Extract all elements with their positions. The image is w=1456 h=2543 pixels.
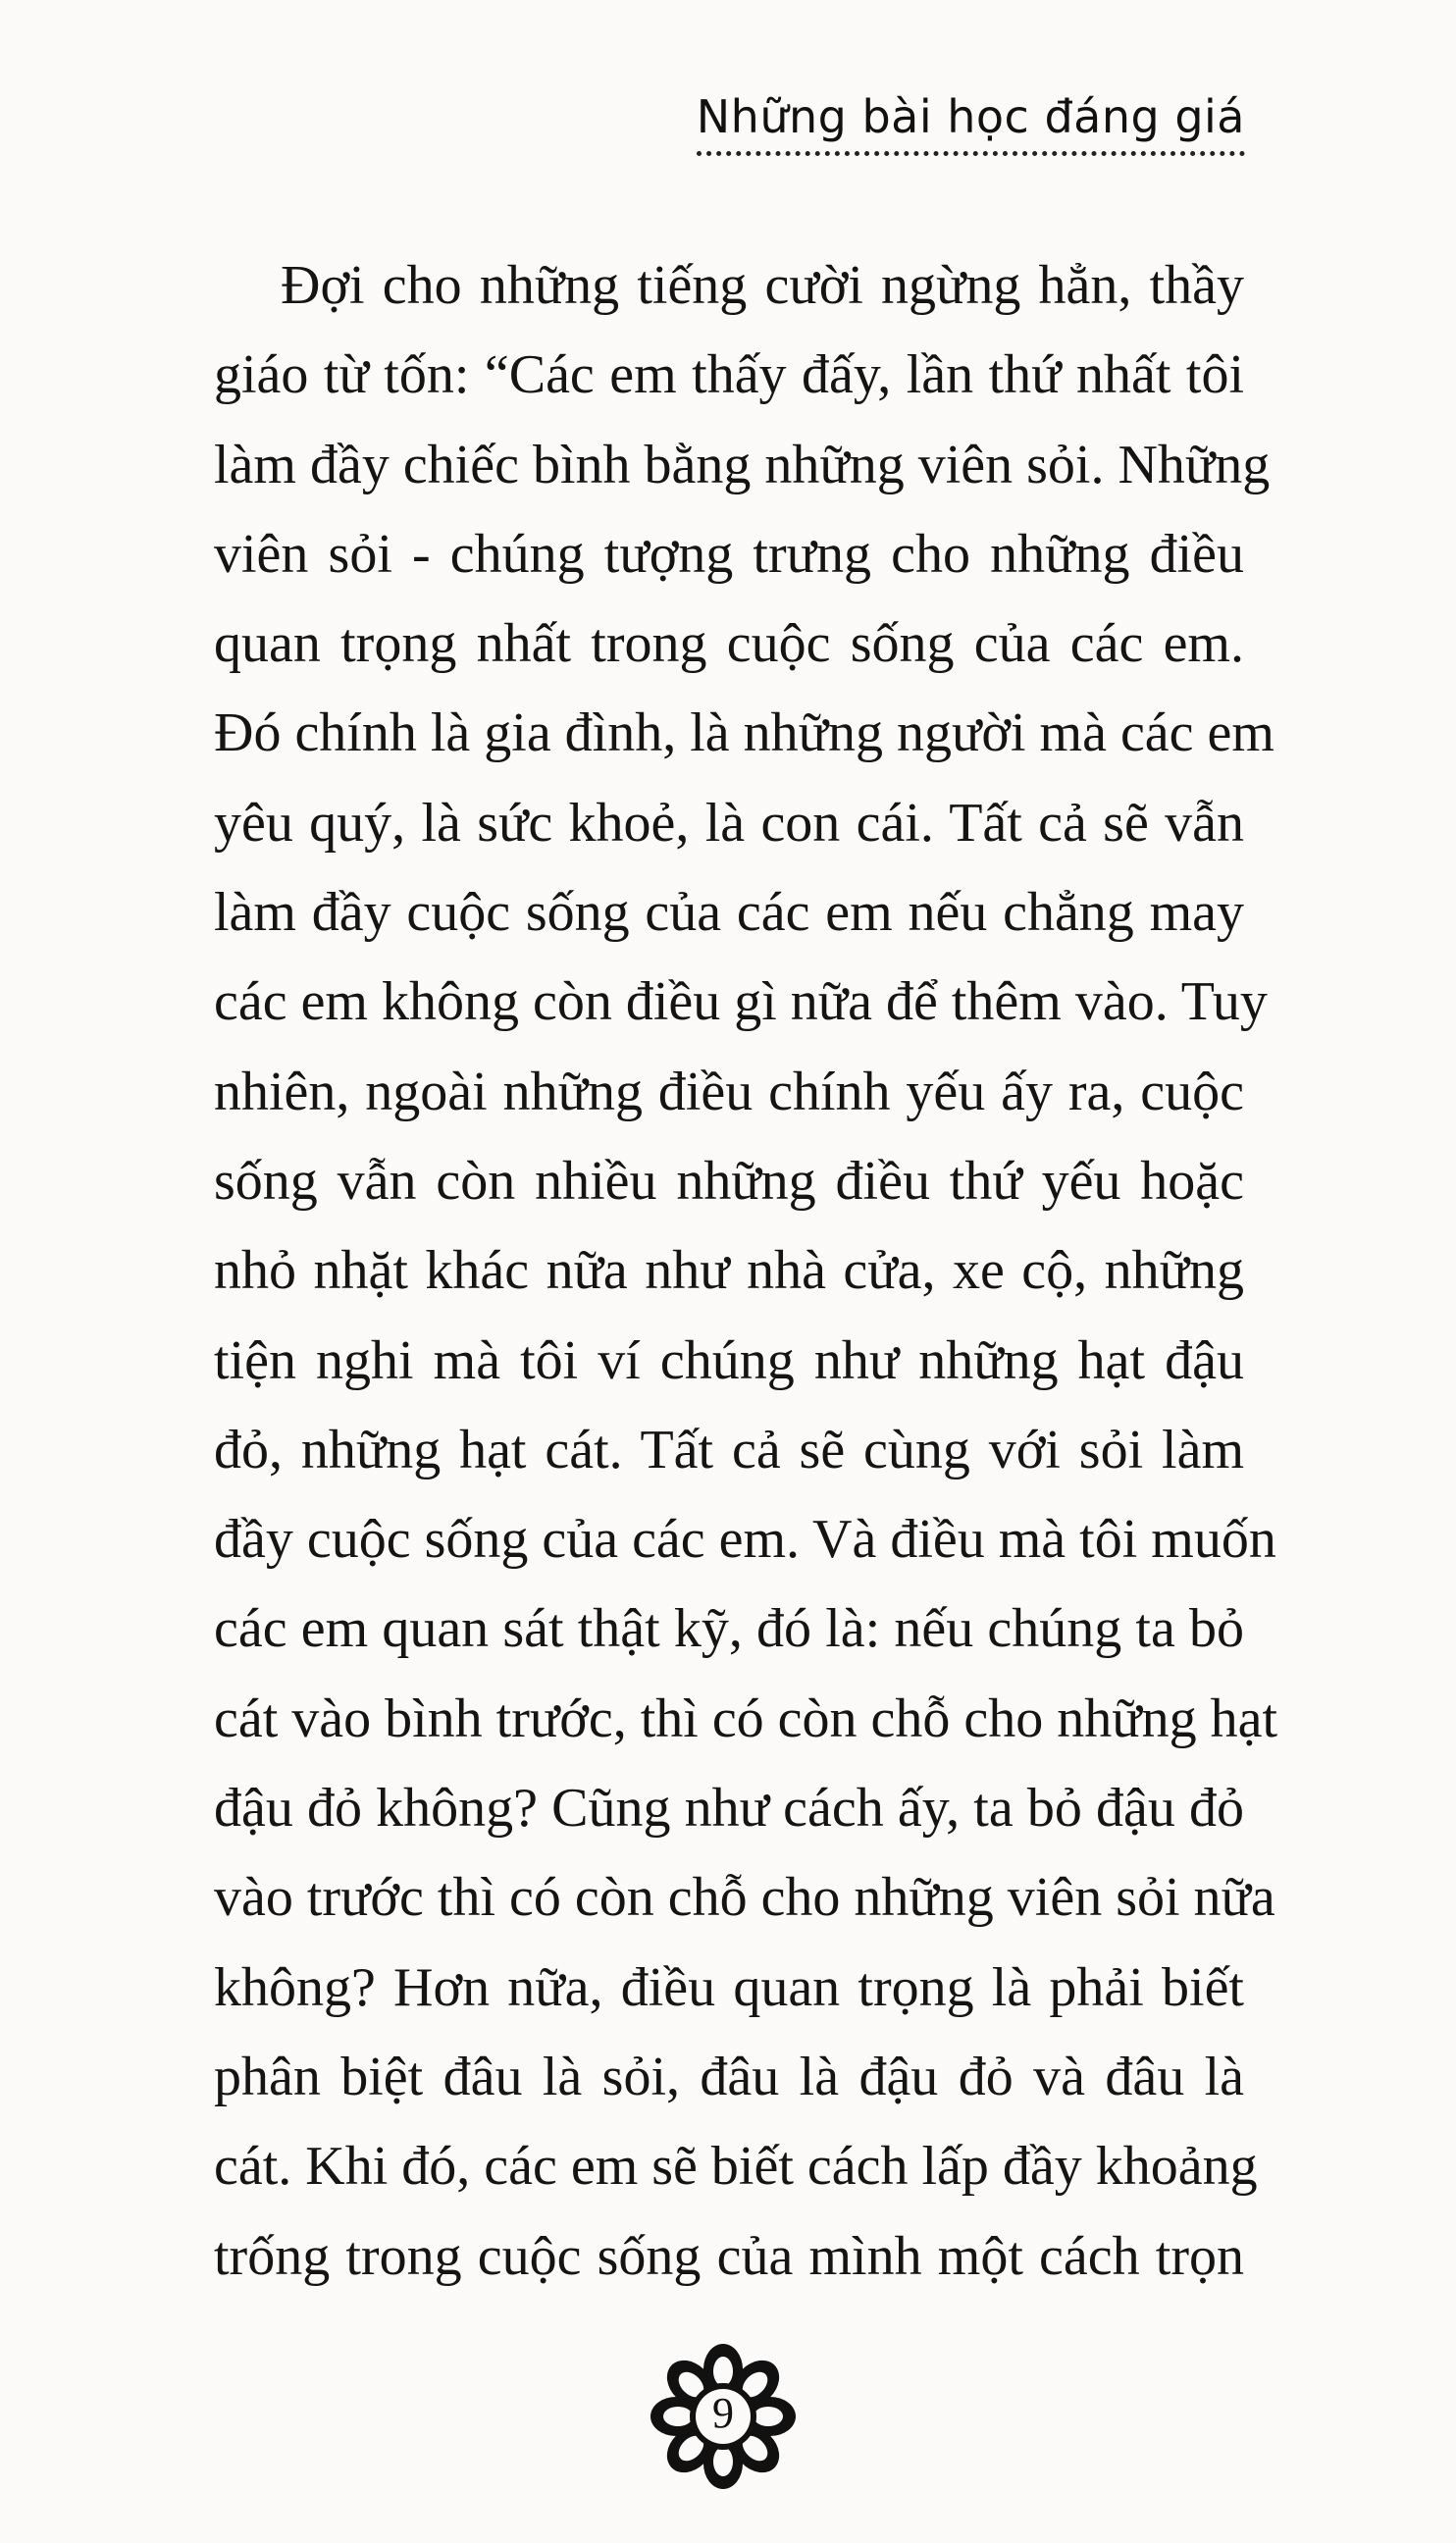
text-line: các em không còn điều gì nữa để thêm vào. Tuy xyxy=(214,971,1268,1033)
body-text xyxy=(214,241,1278,2302)
text-line: tiện nghi mà tôi ví chúng như những hạt đậu xyxy=(214,1329,1244,1391)
text-line: Đợi cho những tiếng cười ngừng hẳn, thầy xyxy=(281,255,1244,316)
running-header: Những bài học đáng giá xyxy=(697,90,1245,156)
text-line: đỏ, những hạt cát. Tất cả sẽ cùng với sỏi làm xyxy=(214,1419,1244,1480)
text-line: nhỏ nhặt khác nữa như nhà cửa, xe cộ, những xyxy=(214,1240,1244,1302)
text-line: đầy cuộc sống của các em. Và điều mà tôi muốn xyxy=(214,1509,1276,1571)
text-line: trống trong cuộc sống của mình một cách trọn xyxy=(214,2225,1244,2287)
text-line: nhiên, ngoài những điều chính yếu ấy ra, cuộc xyxy=(214,1061,1244,1122)
text-line: đậu đỏ không? Cũng như cách ấy, ta bỏ đậu đỏ xyxy=(214,1778,1244,1840)
text-line: làm đầy chiếc bình bằng những viên sỏi. Những xyxy=(214,434,1271,495)
text-line: không? Hơn nữa, điều quan trọng là phải biết xyxy=(214,1956,1244,2018)
text-line: làm đầy cuộc sống của các em nếu chẳng may xyxy=(214,882,1244,944)
text-line: quan trọng nhất trong cuộc sống của các em. xyxy=(214,613,1244,675)
text-line: Đó chính là gia đình, là những người mà các em xyxy=(214,702,1274,764)
text-line: vào trước thì có còn chỗ cho những viên sỏi nữa xyxy=(214,1867,1275,1929)
text-line: cát. Khi đó, các em sẽ biết cách lấp đầy khoảng xyxy=(214,2136,1258,2198)
text-line: viên sỏi - chúng tượng trưng cho những điều xyxy=(214,523,1244,585)
text-line: các em quan sát thật kỹ, đó là: nếu chúng ta bỏ xyxy=(214,1598,1244,1660)
text-line: sống vẫn còn nhiều những điều thứ yếu hoặc xyxy=(214,1150,1244,1212)
page-number-ornament xyxy=(650,2343,797,2490)
page-number: 9 xyxy=(712,2389,734,2437)
text-line: phân biệt đâu là sỏi, đâu là đậu đỏ và đâu là xyxy=(214,2046,1244,2107)
text-line: giáo từ tốn: “Các em thấy đấy, lần thứ nhất tôi xyxy=(214,344,1244,406)
text-line: yêu quý, là sức khoẻ, là con cái. Tất cả sẽ vẫn xyxy=(214,792,1244,854)
text-line: cát vào bình trước, thì có còn chỗ cho những hạt xyxy=(214,1687,1278,1749)
